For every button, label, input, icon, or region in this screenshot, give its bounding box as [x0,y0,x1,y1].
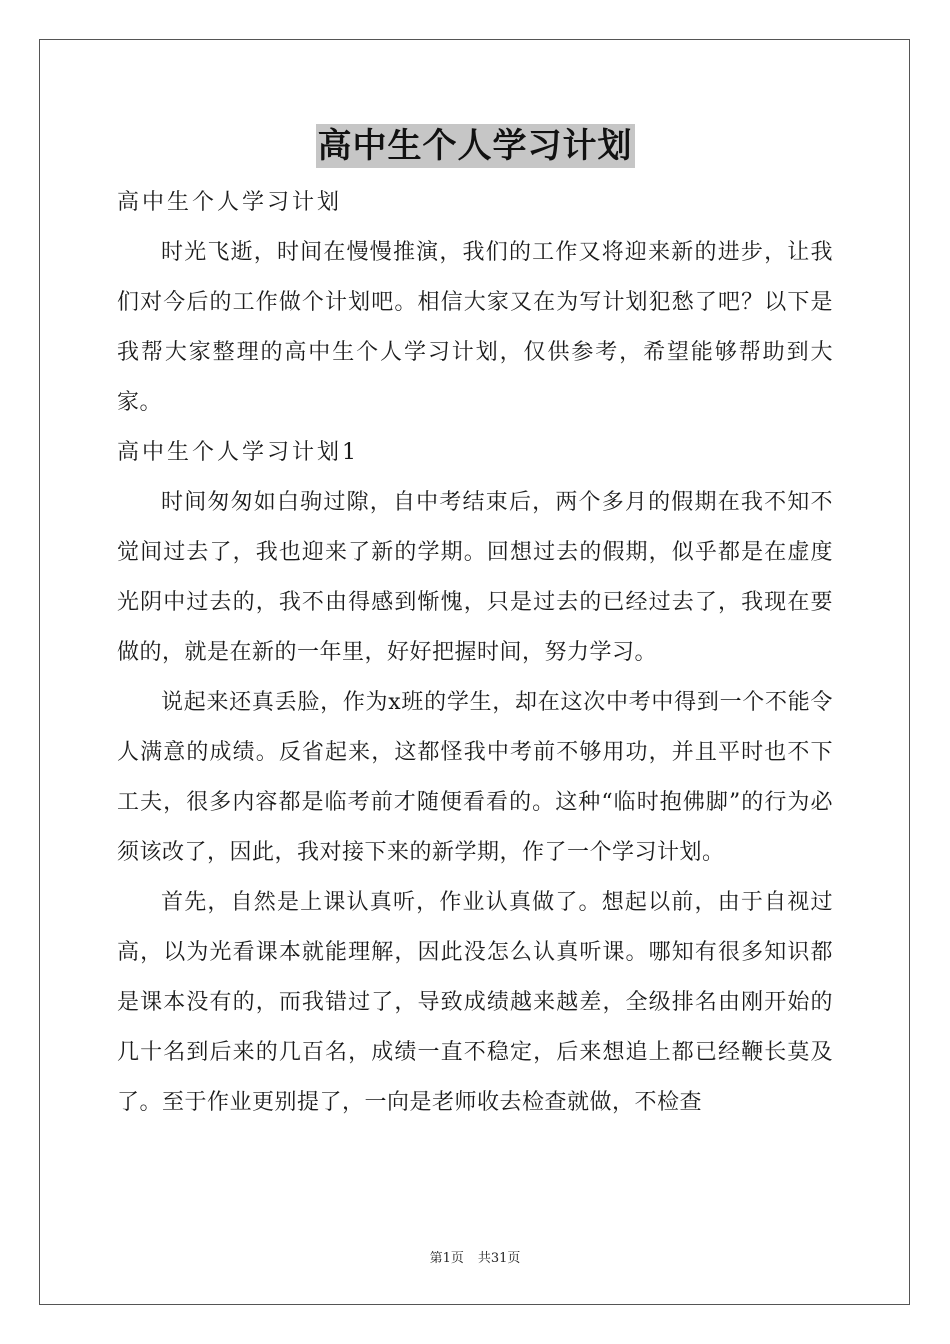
intro-paragraph: 时光飞逝，时间在慢慢推演，我们的工作又将迎来新的进步，让我们对今后的工作做个计划吧。相信大家又在为写计划犯愁了吧？以下是我帮大家整理的高中生个人学习计划，仅供参考，希望能够帮助到大家。 [117,240,833,415]
section-heading: 高中生个人学习计划1 [117,440,359,465]
document-title: 高中生个人学习计划 [317,126,633,166]
page-footer [0,1247,950,1266]
document-subtitle: 高中生个人学习计划 [117,190,343,215]
page-total: 共31页 [477,1251,521,1266]
document-body [117,178,833,1128]
body-paragraph: 时间匆匆如白驹过隙，自中考结束后，两个多月的假期在我不知不觉间过去了，我也迎来了新的学期。回想过去的假期，似乎都是在虚度光阴中过去的，我不由得感到惭愧，只是过去的已经过去了，我现在要做的，就是在新的一年里，好好把握时间，努力学习。 [117,490,833,665]
title-container [0,124,950,168]
page-number: 第1页 [429,1251,464,1266]
body-paragraph: 首先，自然是上课认真听，作业认真做了。想起以前，由于自视过高，以为光看课本就能理解，因此没怎么认真听课。哪知有很多知识都是课本没有的，而我错过了，导致成绩越来越差，全级排名由刚开始的几十名到后来的几百名，成绩一直不稳定，后来想追上都已经鞭长莫及了。至于作业更别提了，一向是老师收去检查就做，不检查 [117,890,833,1115]
body-paragraph: 说起来还真丢脸，作为x班的学生，却在这次中考中得到一个不能令人满意的成绩。反省起来，这都怪我中考前不够用功，并且平时也不下工夫，很多内容都是临考前才随便看看的。这种“临时抱佛脚”的行为必须该改了，因此，我对接下来的新学期，作了一个学习计划。 [117,690,833,865]
